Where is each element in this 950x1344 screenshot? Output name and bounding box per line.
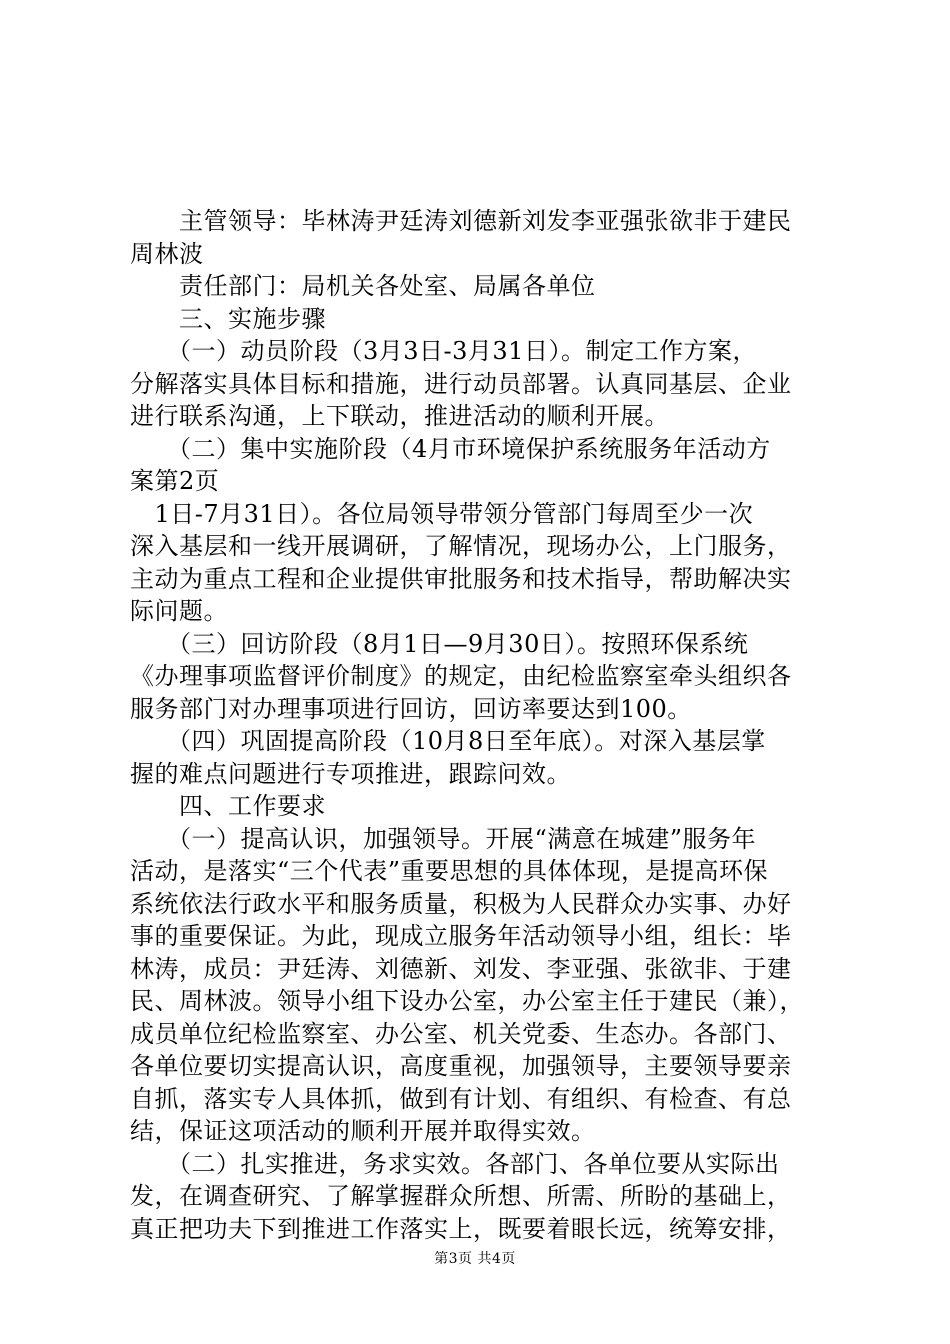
document-body: [130, 205, 835, 1245]
text-line: 真正把功夫下到推进工作落实上，既要着眼长远，统筹安排，: [130, 1214, 792, 1243]
text-line: 服务部门对办理事项进行回访，回访率要达到100。: [130, 694, 692, 723]
text-line: 主管领导：毕林涛尹廷涛刘德新刘发李亚强张欲非于建民: [130, 207, 792, 235]
text-line: 林涛，成员：尹廷涛、刘德新、刘发、李亚强、张欲非、于建: [130, 954, 792, 983]
text-line: （二）集中实施阶段（4月市环境保护系统服务年活动方: [130, 434, 771, 463]
text-line: 际问题。: [130, 597, 228, 625]
text-line: 握的难点问题进行专项推进，跟踪问效。: [130, 759, 571, 788]
text-line: （一）动员阶段（3月3日-3月31日）。制定工作方案，: [130, 337, 757, 365]
text-line: 案第2页: [130, 467, 220, 495]
text-line: 活动，是落实“三个代表”重要思想的具体体现，是提高环保: [130, 857, 769, 885]
text-line: 分解落实具体目标和措施，进行动员部署。认真同基层、企业: [130, 369, 792, 398]
text-line: 进行联系沟通，上下联动，推进活动的顺利开展。: [130, 402, 669, 430]
text-line: 1日-7月31日）。各位局领导带领分管部门每周至少一次: [130, 499, 754, 528]
text-line: 各单位要切实提高认识，高度重视，加强领导，主要领导要亲: [130, 1052, 792, 1080]
text-line: （二）扎实推进，务求实效。各部门、各单位要从实际出: [130, 1149, 780, 1178]
text-line: 民、周林波。领导小组下设办公室，办公室主任于建民（兼），: [130, 987, 804, 1015]
page-footer: 第3页 共4页: [434, 1251, 516, 1267]
text-line: （四）巩固提高阶段（10月8日至年底）。对深入基层掌: [130, 727, 766, 755]
text-line: 责任部门：局机关各处室、局属各单位: [130, 272, 596, 300]
text-line: 事的重要保证。为此，现成立服务年活动领导小组，组长：毕: [130, 922, 792, 950]
text-line: （一）提高认识，加强领导。开展“满意在城建”服务年: [130, 824, 757, 853]
text-line: 周林波: [130, 239, 204, 268]
text-line: 《办理事项监督评价制度》的规定，由纪检监察室牵头组织各: [130, 662, 792, 690]
text-line: 深入基层和一线开展调研，了解情况，现场办公，上门服务，: [130, 532, 792, 560]
text-line: 主动为重点工程和企业提供审批服务和技术指导，帮助解决实: [130, 564, 792, 593]
section-heading: 四、工作要求: [130, 792, 326, 820]
text-line: 系统依法行政水平和服务质量，积极为人民群众办实事、办好: [130, 889, 792, 918]
text-line: 结，保证这项活动的顺利开展并取得实效。: [130, 1117, 596, 1145]
text-line: 发，在调查研究、了解掌握群众所想、所需、所盼的基础上，: [130, 1182, 792, 1210]
text-line: 成员单位纪检监察室、办公室、机关党委、生态办。各部门、: [130, 1019, 792, 1048]
section-heading: 三、实施步骤: [130, 304, 326, 333]
text-line: （三）回访阶段（8月1日—9月30日）。按照环保系统: [130, 629, 749, 658]
text-line: 自抓，落实专人具体抓，做到有计划、有组织、有检查、有总: [130, 1084, 792, 1113]
